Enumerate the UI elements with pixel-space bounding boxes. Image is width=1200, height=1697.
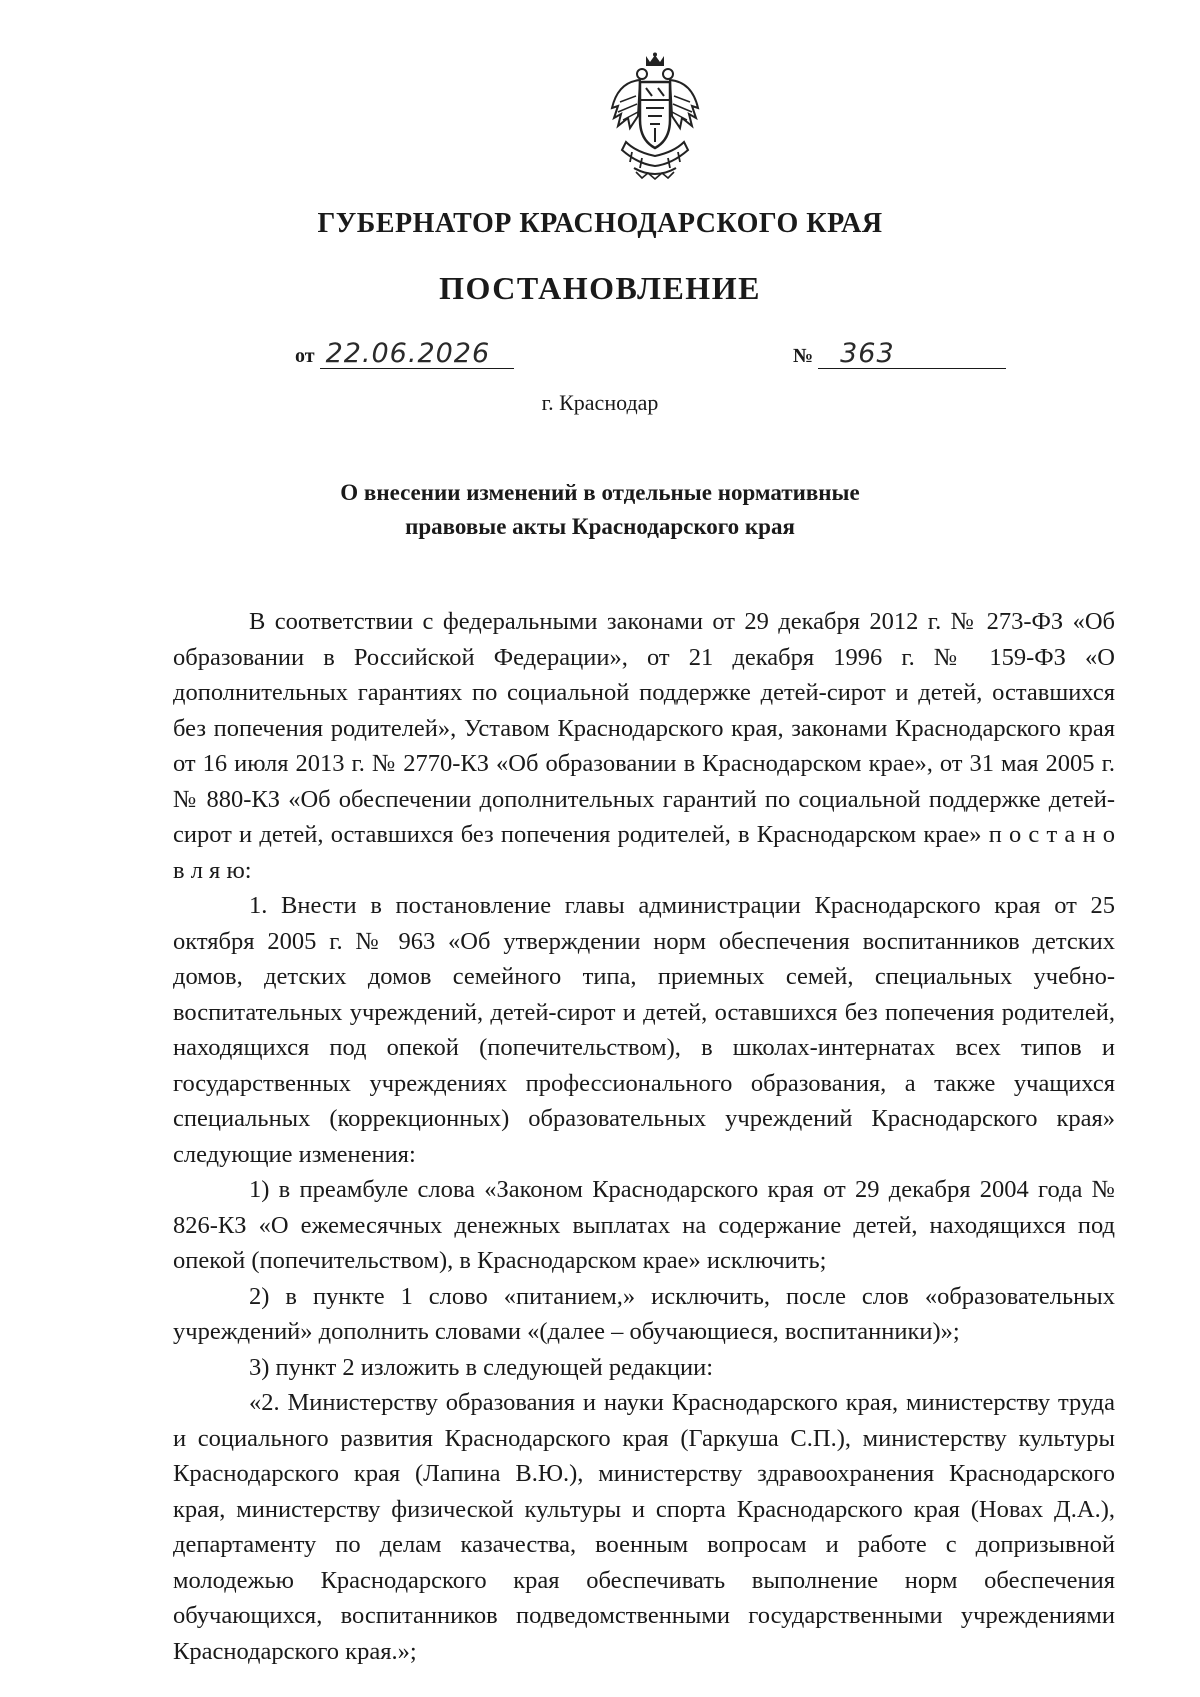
- city-label: г. Краснодар: [541, 390, 659, 415]
- paragraph-subitem-2: 2) в пункте 1 слово «питанием,» исключить, после слов «образовательных учреждений» дополнить словами «(далее – обучающиеся, воспитанники)»;: [173, 1282, 1115, 1345]
- paragraph-subitem-1: 1) в преамбуле слова «Законом Краснодарского края от 29 декабря 2004 года № 826-КЗ «О ежемесячных денежных выплатах на содержание детей, находящихся под опекой (попечительством), в Краснодарском крае» исключить;: [173, 1176, 1115, 1274]
- number-field: [793, 340, 1006, 369]
- document-body: [173, 604, 1115, 1669]
- number-value: 363: [818, 340, 1006, 369]
- number-prefix: №: [793, 345, 814, 367]
- paragraph-item-1: 1. Внести в постановление главы администрации Краснодарского края от 25 октября 2005 г. № 963 «Об утверждении норм обеспечения воспитанников детских домов, детских домов семейного типа, приемных семей, специальных учебно-воспитательных учреждений, детей-сирот и детей, оставшихся без попечения родителей, находящихся под опекой (попечительством), в школах-интернатах всех типов и государственных учреждениях профессионального образования, а также учащихся специальных (коррекционных) образовательных учреждений Краснодарского края» следующие изменения:: [173, 892, 1115, 1168]
- issuing-authority: ГУБЕРНАТОР КРАСНОДАРСКОГО КРАЯ: [317, 208, 883, 239]
- date-prefix: от: [295, 345, 315, 367]
- paragraph-subitem-3: 3) пункт 2 изложить в следующей редакции:: [249, 1353, 714, 1381]
- coat-of-arms-icon: [606, 52, 704, 180]
- paragraph-quoted-item-2: «2. Министерству образования и науки Краснодарского края, министерству труда и социального развития Краснодарского края (Гаркуша С.П.), министерству культуры Краснодарского края (Лапина В.Ю.), министерству здравоохранения Краснодарского края, министерству физической культуры и спорта Краснодарского края (Новах Д.А.), департаменту по делам казачества, военным вопросам и работе с допризывной молодежью Краснодарского края обеспечивать выполнение норм обеспечения обучающихся, воспитанников подведомственными государственными учреждениями Краснодарского края.»;: [173, 1389, 1115, 1665]
- paragraph-preamble: В соответствии с федеральными законами от 29 декабря 2012 г. № 273-ФЗ «Об образовании в Российской Федерации», от 21 декабря 1996 г. № 159-ФЗ «О дополнительных гарантиях по социальной поддержке детей-сирот и детей, оставшихся без попечения родителей», Уставом Краснодарского края, законами Краснодарского края от 16 июля 2013 г. № 2770-КЗ «Об образовании в Краснодарском крае», от 31 мая 2005 г. № 880-КЗ «Об обеспечении дополнительных гарантий по социальной поддержке детей-сирот и детей, оставшихся без попечения родителей, в Краснодарском крае» п о с т а н о в л я ю:: [173, 608, 1115, 884]
- title-line-2: правовые акты Краснодарского края: [405, 514, 795, 539]
- document-title: [0, 476, 1200, 544]
- date-field: [295, 340, 514, 369]
- document-type: ПОСТАНОВЛЕНИЕ: [439, 270, 761, 306]
- title-line-1: О внесении изменений в отдельные нормативные: [340, 480, 860, 505]
- date-value: 22.06.2026: [320, 340, 514, 369]
